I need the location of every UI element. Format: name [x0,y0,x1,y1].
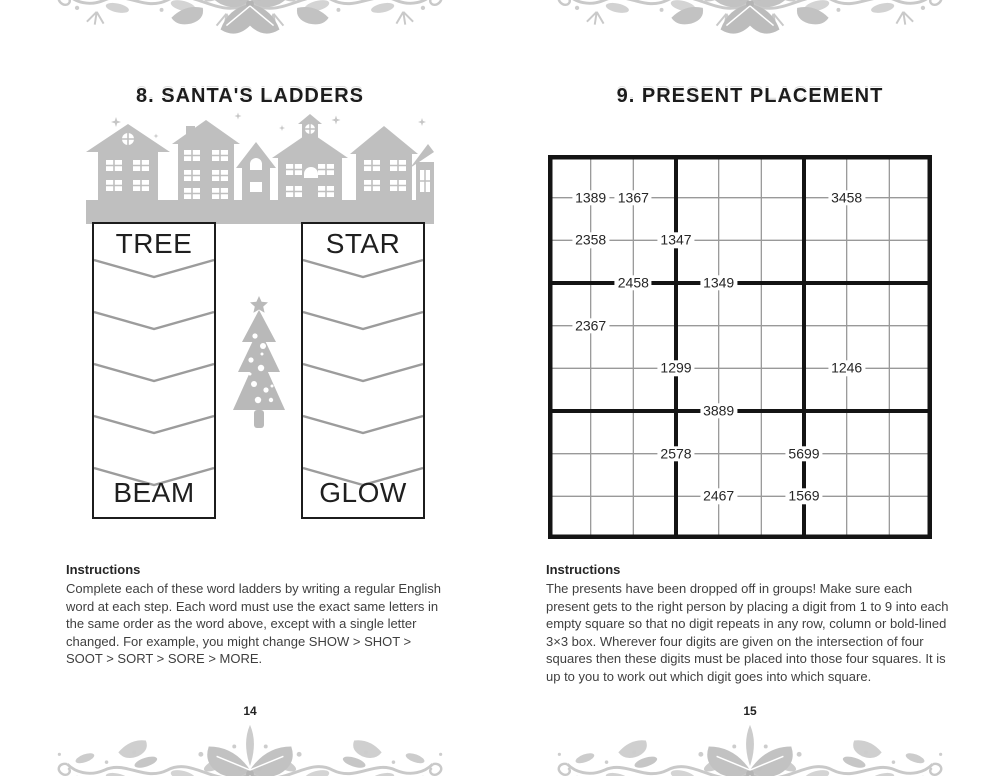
grid-clue: 2367 [572,318,609,333]
word-ladder-tree-beam [92,222,216,519]
holly-flourish-icon [524,0,976,62]
grid-clue: 3889 [700,403,737,418]
ladder-start-word: STAR [325,228,401,259]
grid-clue: 5699 [785,446,822,461]
puzzle-title-right: 9. PRESENT PLACEMENT [616,85,884,107]
instructions-right [546,562,950,685]
instructions-heading: Instructions [546,562,621,577]
ladder-end-word: BEAM [113,477,195,508]
grid-clue: 1246 [828,361,865,376]
grid-clue: 1349 [700,275,737,290]
grid-clue: 2578 [657,446,694,461]
instructions-body: The presents have been dropped off in groups! Make sure each present gets to the right person by placing a digit from 1 to 9 into each empty square so that no digit repeats in any row, column or bold-lined 3×3 box. Wherever four digits are given on the intersection of four squares then these digits must be placed into those four squares. It is up to you to work out which digit goes into which square. [546,581,949,684]
holly-flourish-icon [24,712,476,776]
village-silhouette-icon [86,112,434,224]
grid-clue: 2467 [700,489,737,504]
puzzle-title-left: 8. SANTA'S LADDERS [136,85,364,107]
page-number-right: 15 [743,704,757,718]
holly-flourish-icon [24,0,476,62]
holly-flourish-icon [524,712,976,776]
ladder-start-word: TREE [115,228,193,259]
grid-clue: 2458 [615,275,652,290]
grid-clue: 1367 [615,190,652,205]
word-ladder-star-glow [301,222,425,519]
christmas-tree-icon [228,294,290,434]
grid-clue: 1389 [572,190,609,205]
chevron-icon [303,224,423,517]
page-number-left: 14 [243,704,257,718]
instructions-left [66,562,448,668]
grid-clue: 2358 [572,233,609,248]
sudoku-grid-lines [548,155,932,539]
page-right [500,0,1000,776]
ladder-end-word: GLOW [319,477,407,508]
present-placement-grid [548,155,932,539]
grid-clue: 1299 [657,361,694,376]
grid-clue: 3458 [828,190,865,205]
grid-clue: 1569 [785,489,822,504]
instructions-body: Complete each of these word ladders by writing a regular English word at each step. Each word must use the exact same letters in the same order as the word above, except with a single letter changed. For example, you might change SHOW > SHOT > SOOT > SORT > SORE > MORE. [66,581,442,666]
grid-clue: 1347 [657,233,694,248]
chevron-icon [94,224,214,517]
instructions-heading: Instructions [66,562,141,577]
